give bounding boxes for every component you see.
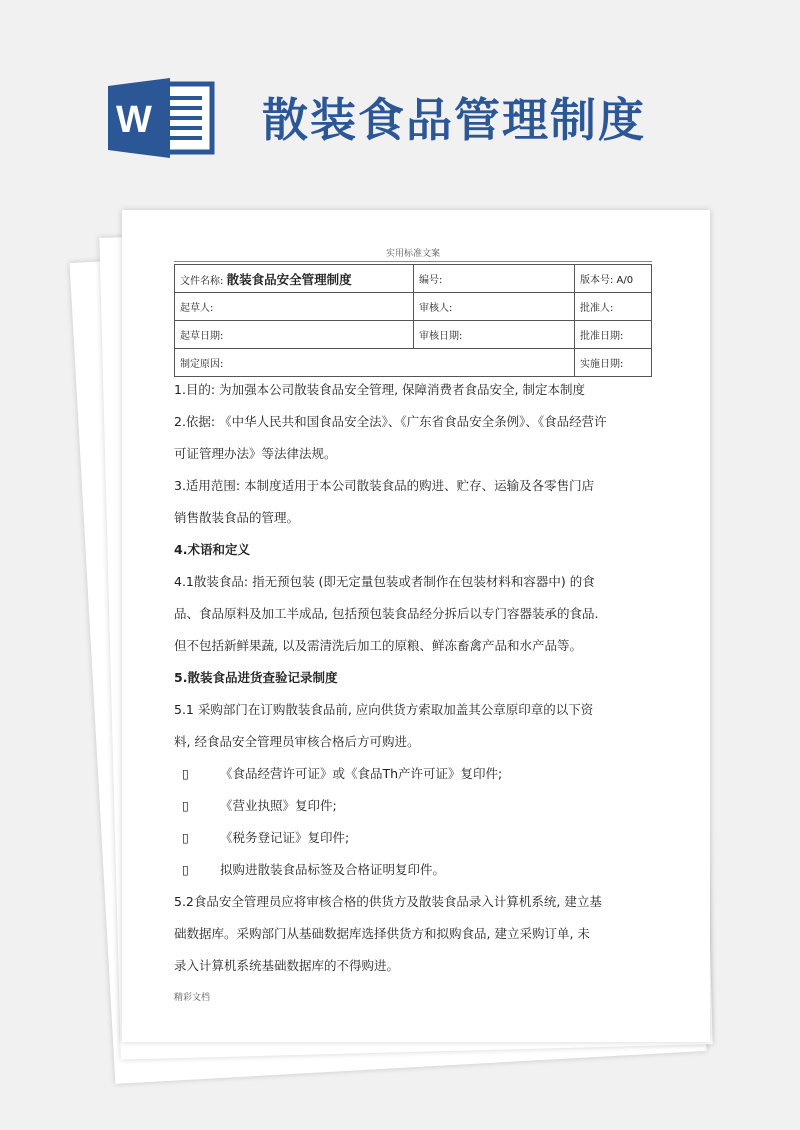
section-heading: 4.术语和定义: [174, 542, 250, 557]
draft-date-cell: 起草日期:: [175, 321, 414, 349]
paragraph: 销售散装食品的管理。: [174, 510, 300, 525]
reason-cell: 制定原因:: [175, 349, 575, 377]
reviewer-cell: 审核人:: [414, 293, 575, 321]
paragraph: 品、食品原料及加工半成品, 包括预包装食品经分拆后以专门容器装承的食品.: [174, 606, 599, 621]
approve-date-cell: 批准日期:: [575, 321, 652, 349]
list-item: ▯ 《营业执照》复印件;: [174, 790, 662, 822]
file-name-cell: [175, 265, 414, 293]
document-body: [174, 374, 662, 982]
list-item: ▯ 拟购进散装食品标签及合格证明复印件。: [174, 854, 662, 886]
paragraph: 但不包括新鲜果蔬, 以及需清洗后加工的原粮、鲜冻畜禽产品和水产品等。: [174, 638, 582, 653]
paragraph: 1.目的: 为加强本公司散装食品安全管理, 保障消费者食品安全, 制定本制度: [174, 382, 586, 397]
bullet-mark: ▯: [182, 862, 189, 877]
section-heading: 5.散装食品进货查验记录制度: [174, 670, 338, 685]
paragraph: 础数据库。采购部门从基础数据库选择供货方和拟购食品, 建立采购订单, 未: [174, 926, 590, 941]
paragraph: 可证管理办法》等法律法规。: [174, 446, 337, 461]
paragraph: 录入计算机系统基础数据库的不得购进。: [174, 958, 400, 973]
drafter-cell: 起草人:: [175, 293, 414, 321]
bullet-mark: ▯: [182, 798, 189, 813]
paragraph: 5.2食品安全管理员应将审核合格的供货方及散装食品录入计算机系统, 建立基: [174, 894, 602, 909]
approver-cell: 批准人:: [575, 293, 652, 321]
file-name-value: 散装食品安全管理制度: [226, 271, 352, 287]
logo-letter: W: [116, 99, 152, 141]
paragraph: 4.1散装食品: 指无预包装 (即无定量包装或者制作在包装材料和容器中) 的食: [174, 574, 595, 589]
page-header: 实用标准文案: [174, 246, 652, 262]
effective-date-cell: 实施日期:: [575, 349, 652, 377]
bullet-mark: ▯: [182, 766, 189, 781]
list-item: ▯ 《食品经营许可证》或《食品Th产许可证》复印件;: [174, 758, 662, 790]
paragraph: 2.依据: 《中华人民共和国食品安全法》、《广东省食品安全条例》、《食品经营许: [174, 414, 607, 429]
document-page: [122, 210, 710, 1042]
paragraph: 3.适用范围: 本制度适用于本公司散装食品的购进、贮存、运输及各零售门店: [174, 478, 595, 493]
page-footer: 精彩文档: [174, 993, 211, 1003]
number-cell: 编号:: [414, 265, 575, 293]
review-date-cell: 审核日期:: [414, 321, 575, 349]
paragraph: 料, 经食品安全管理员审核合格后方可购进。: [174, 734, 420, 749]
word-doc-icon: [108, 78, 218, 158]
paragraph: 5.1 采购部门在订购散装食品前, 应向供货方索取加盖其公章原印章的以下资: [174, 702, 594, 717]
file-name-label: 文件名称:: [180, 275, 224, 287]
version-cell: 版本号: A/0: [575, 265, 652, 293]
page-title: 散装食品管理制度: [262, 93, 646, 147]
list-item: ▯ 《税务登记证》复印件;: [174, 822, 662, 854]
document-info-table: [174, 264, 652, 377]
bullet-mark: ▯: [182, 830, 189, 845]
